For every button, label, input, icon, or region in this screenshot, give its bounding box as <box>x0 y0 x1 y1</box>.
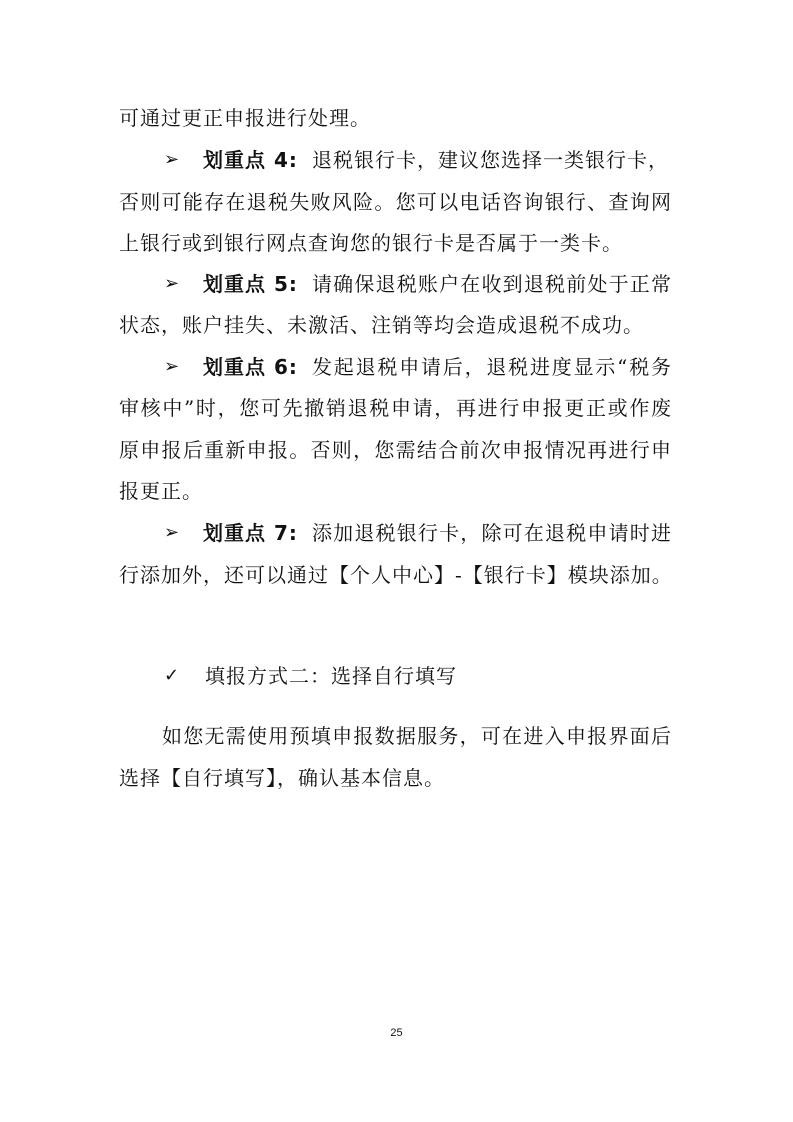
key-point-7-line-2: 行添加外，还可以通过【个人中心】-【银行卡】模块添加。 <box>119 563 673 587</box>
key-point-label-6: 划重点 6: <box>203 355 298 379</box>
arrow-bullet-icon: ➢ <box>164 356 180 377</box>
section-body-line-1: 如您无需使用预填申报数据服务，可在进入申报界面后 <box>162 724 671 748</box>
section-heading: 填报方式二：选择自行填写 <box>205 664 457 688</box>
page-number: 25 <box>390 1027 403 1039</box>
key-point-6-line-3: 原申报后重新申报。否则，您需结合前次申报情况再进行申 <box>119 438 671 462</box>
checkmark-icon: ✓ <box>164 665 180 686</box>
key-point-6-line-1: 发起退税申请后，退税进度显示“税务 <box>312 355 671 379</box>
key-point-5-line-2: 状态，账户挂失、未激活、注销等均会造成退税不成功。 <box>119 313 644 337</box>
key-point-label-4: 划重点 4: <box>203 148 298 172</box>
key-point-5-line-1: 请确保退税账户在收到退税前处于正常 <box>312 272 671 296</box>
arrow-bullet-icon: ➢ <box>164 522 180 543</box>
arrow-bullet-icon: ➢ <box>164 273 180 294</box>
section-body-line-2: 选择【自行填写】，确认基本信息。 <box>119 766 445 790</box>
key-point-6-line-4: 报更正。 <box>119 479 203 503</box>
key-point-4-line-1: 退税银行卡，建议您选择一类银行卡， <box>312 148 669 172</box>
key-point-7-line-1: 添加退税银行卡，除可在退税申请时进 <box>312 521 671 545</box>
paragraph-continuation: 可通过更正申报进行处理。 <box>119 106 371 130</box>
key-point-label-7: 划重点 7: <box>203 521 298 545</box>
key-point-6-line-2: 审核中”时，您可先撤销退税申请，再进行申报更正或作废 <box>119 396 671 420</box>
arrow-bullet-icon: ➢ <box>164 149 180 170</box>
key-point-label-5: 划重点 5: <box>203 272 298 296</box>
key-point-4-line-2: 否则可能存在退税失败风险。您可以电话咨询银行、查询网 <box>119 190 671 214</box>
key-point-4-line-3: 上银行或到银行网点查询您的银行卡是否属于一类卡。 <box>119 231 623 255</box>
